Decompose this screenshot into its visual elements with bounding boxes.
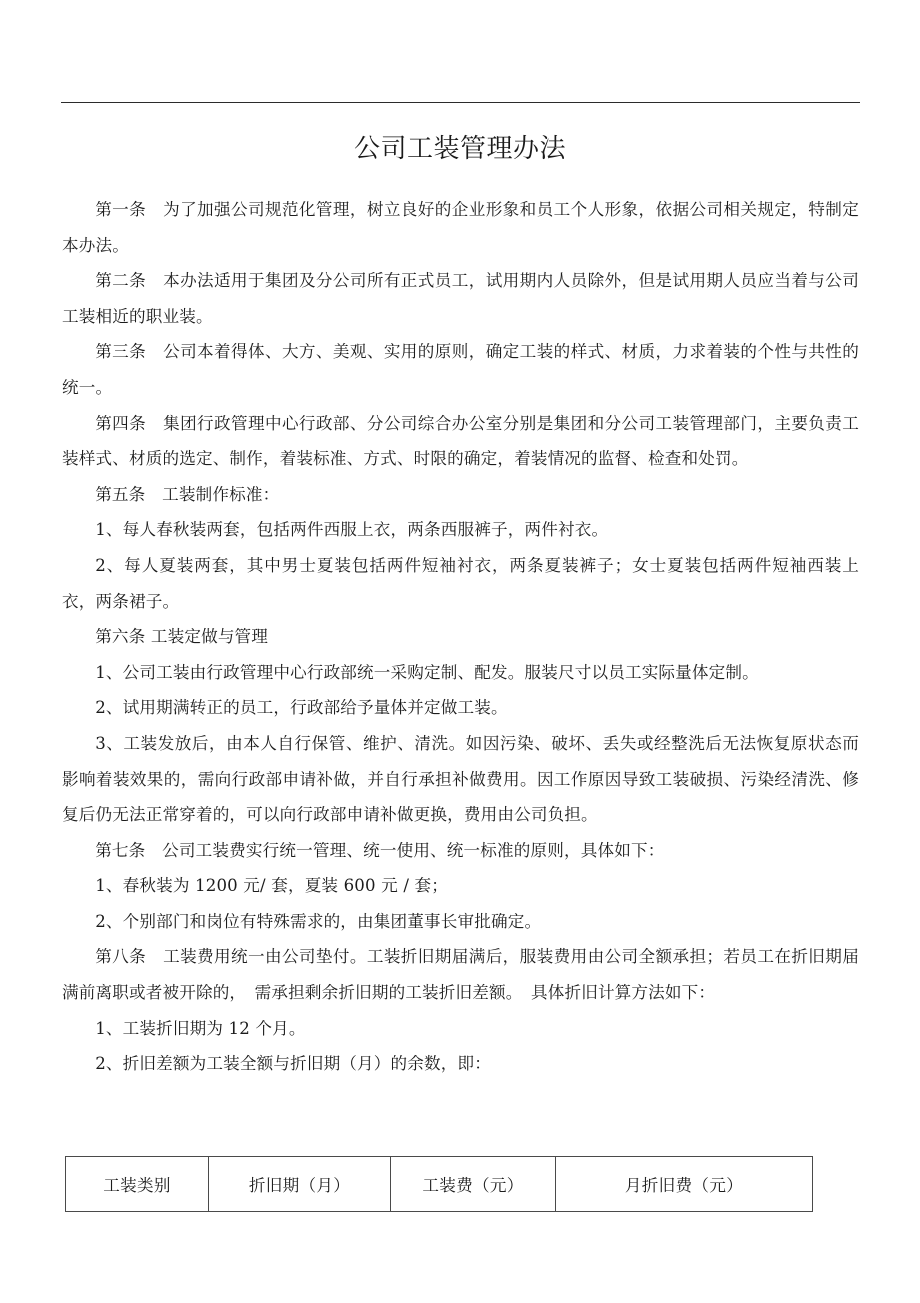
table-header-row — [66, 1157, 813, 1212]
header-divider-rule — [61, 102, 860, 103]
paragraph-article-5-item-2: 2、每人夏装两套，其中男士夏装包括两件短袖衬衣，两条夏装裤子；女士夏装包括两件短袖西装上衣，两条裙子。 — [62, 555, 859, 611]
paragraph-article-7: 第七条 公司工装费实行统一管理、统一使用、统一标准的原则，具体如下： — [95, 840, 665, 860]
paragraph-article-6-item-2: 2、试用期满转正的员工，行政部给予量体并定做工装。 — [95, 698, 508, 718]
paragraph-article-3: 第三条 公司本着得体、大方、美观、实用的原则，确定工装的样式、材质，力求着装的个性与共性的统一。 — [62, 342, 859, 397]
paragraph-article-1: 第一条 为了加强公司规范化管理，树立良好的企业形象和员工个人形象，依据公司相关规定，特制定本办法。 — [62, 200, 859, 255]
paragraph-article-8: 第八条 工装费用统一由公司垫付。工装折旧期届满后，服装费用由公司全额承担；若员工在折旧期届满前离职或者被开除的， 需承担剩余折旧期的工装折旧差额。 具体折旧计算方法如下： — [62, 947, 859, 1003]
paragraph-article-5-item-1: 1、每人春秋装两套，包括两件西服上衣，两条西服裤子，两件衬衣。 — [95, 520, 609, 540]
paragraph-article-6-item-3: 3、工装发放后，由本人自行保管、维护、清洗。如因污染、破坏、丢失或经整洗后无法恢复原状态而影响着装效果的，需向行政部申请补做，并自行承担补做费用。因工作原因导致工装破损、污染经清洗、修复后仍无法正常穿着的，可以向行政部申请补做更换，费用由公司负担。 — [62, 733, 859, 825]
document-body — [62, 192, 859, 1082]
paragraph-article-4: 第四条 集团行政管理中心行政部、分公司综合办公室分别是集团和分公司工装管理部门，主要负责工装样式、材质的选定、制作，着装标准、方式、时限的确定，着装情况的监督、检查和处罚。 — [62, 413, 859, 469]
paragraph-article-6: 第六条 工装定做与管理 — [95, 627, 269, 647]
paragraph-article-2: 第二条 本办法适用于集团及分公司所有正式员工，试用期内人员除外，但是试用期人员应当着与公司工装相近的职业装。 — [62, 271, 859, 326]
table-header-cell-category: 工装类别 — [66, 1157, 209, 1212]
paragraph-article-6-item-1: 1、公司工装由行政管理中心行政部统一采购定制、配发。服装尺寸以员工实际量体定制。 — [95, 662, 759, 682]
page-title: 公司工装管理办法 — [353, 134, 566, 164]
table-header-cell-uniform-fee: 工装费（元） — [391, 1157, 556, 1212]
paragraph-article-8-item-2: 2、折旧差额为工装全额与折旧期（月）的余数，即： — [95, 1054, 491, 1074]
table-header-cell-depreciation-period: 折旧期（月） — [209, 1157, 391, 1212]
paragraph-article-5: 第五条 工装制作标准： — [95, 484, 280, 504]
depreciation-table — [65, 1156, 813, 1212]
paragraph-article-7-item-1: 1、春秋装为 1200 元/ 套，夏装 600 元 / 套； — [95, 876, 448, 896]
table-header-cell-monthly-depreciation: 月折旧费（元） — [556, 1157, 813, 1212]
paragraph-article-7-item-2: 2、个别部门和岗位有特殊需求的，由集团董事长审批确定。 — [95, 911, 542, 931]
paragraph-article-8-item-1: 1、工装折旧期为 12 个月。 — [95, 1018, 306, 1038]
